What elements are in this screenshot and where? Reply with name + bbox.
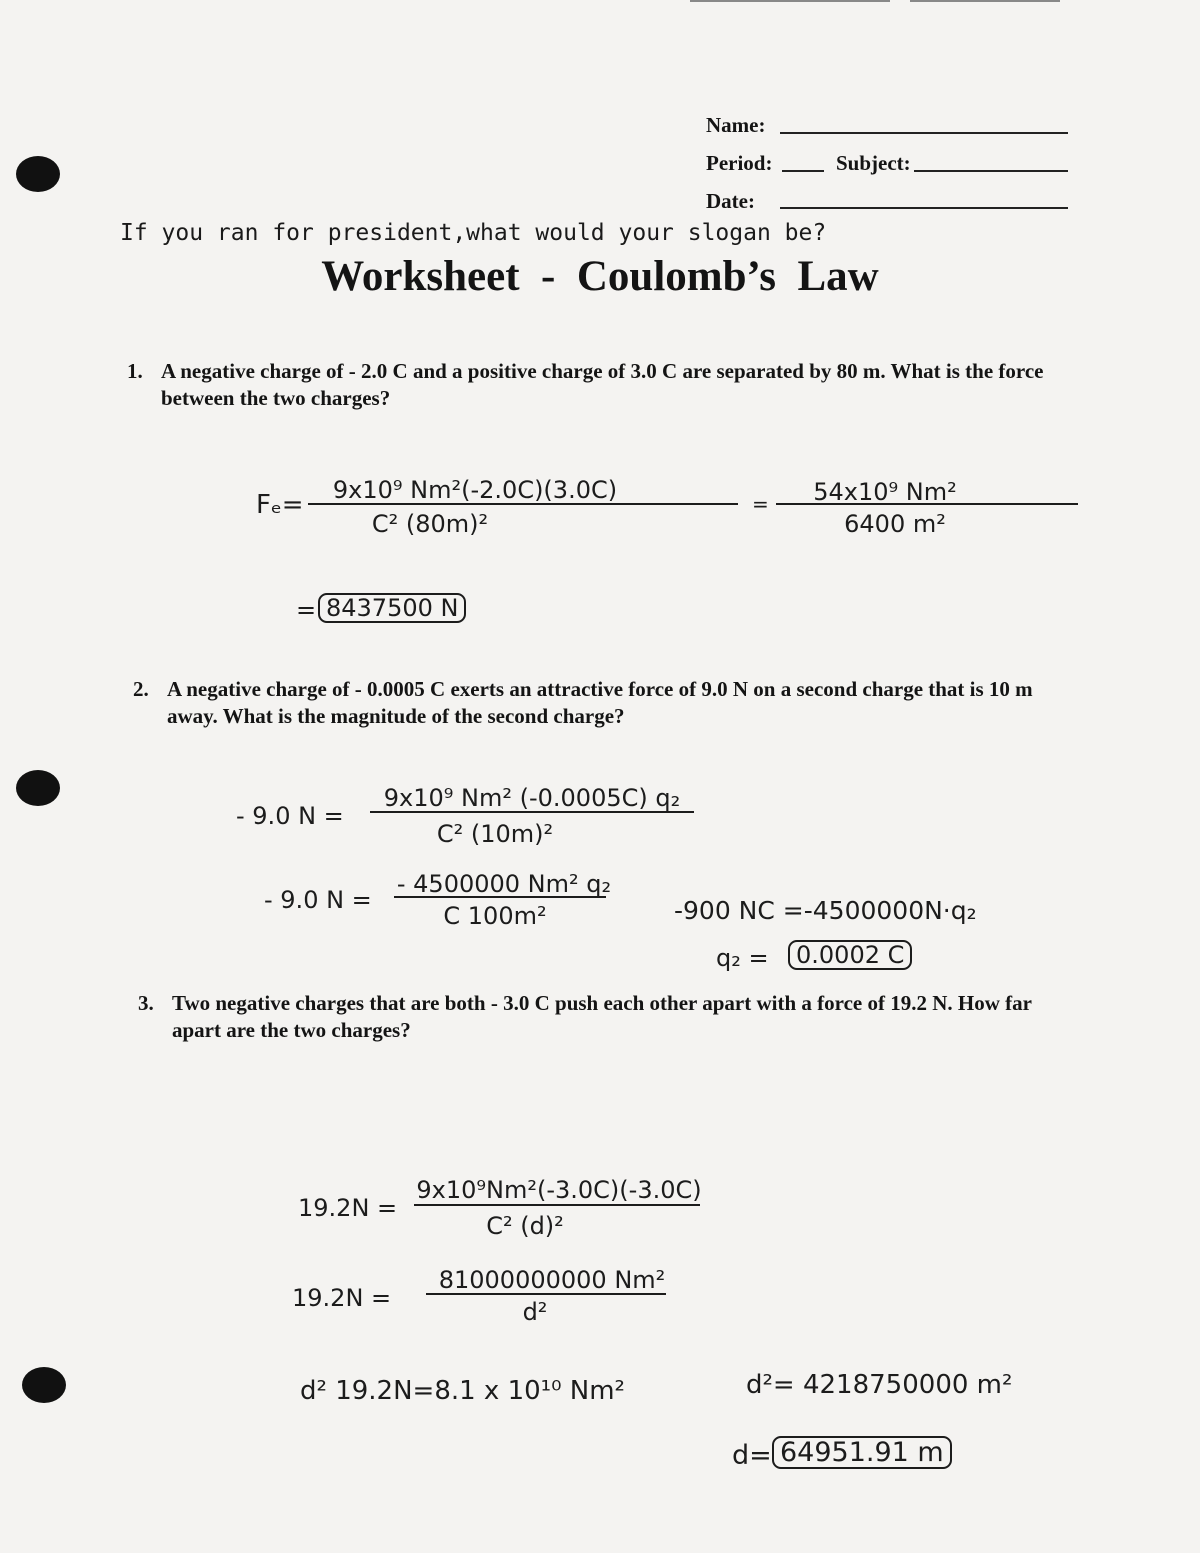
period-label: Period:: [706, 151, 773, 175]
question-text-line1: A negative charge of - 2.0 C and a positive charge of 3.0 C are separated by 80 m. What is the force: [161, 359, 1044, 383]
question-text-line2: apart are the two charges?: [172, 1018, 411, 1042]
binder-hole: [16, 156, 60, 192]
question-number: 2.: [133, 677, 149, 701]
name-label: Name:: [706, 113, 766, 137]
q1-equals: =: [752, 492, 769, 516]
question-text-line1: A negative charge of - 0.0005 C exerts an attractive force of 9.0 N on a second charge that is 10 m: [167, 677, 1033, 701]
q1-denominator: C² (80m)²: [371, 510, 489, 538]
question-2: [133, 676, 1083, 732]
worksheet-title: Worksheet - Coulomb’s Law: [321, 253, 879, 300]
question-number: 3.: [138, 991, 154, 1015]
subject-label: Subject:: [836, 151, 911, 175]
date-field[interactable]: [780, 207, 1068, 209]
q2-answer: 0.0002 C: [788, 940, 912, 970]
q3-denominator-2: d²: [522, 1298, 548, 1326]
q3-numerator: 9x10⁹Nm²(-3.0C)(-3.0C): [416, 1176, 702, 1204]
q2-denominator: C² (10m)²: [436, 820, 554, 848]
q1-numerator-2: 54x10⁹ Nm²: [813, 478, 957, 506]
question-text-line2: away. What is the magnitude of the second charge?: [167, 704, 625, 728]
period-field[interactable]: [782, 170, 824, 172]
fraction-bar: [414, 1204, 700, 1206]
fraction-bar: [776, 503, 1078, 505]
fraction-bar: [426, 1293, 666, 1295]
handwritten-slogan-prompt: If you ran for president,what would your slogan be?: [120, 220, 827, 246]
q2-answer-lhs: q₂ =: [716, 944, 769, 972]
q1-lhs: Fₑ=: [256, 490, 304, 520]
name-field[interactable]: [780, 132, 1068, 134]
question-number: 1.: [127, 359, 143, 383]
fraction-bar: [394, 896, 606, 898]
question-text-line1: Two negative charges that are both - 3.0 C push each other apart with a force of 19.2 N. How far: [172, 991, 1032, 1015]
q3-lhs: 19.2N =: [298, 1194, 398, 1222]
q3-step4: d²= 4218750000 m²: [746, 1370, 1013, 1400]
q2-numerator-2: - 4500000 Nm² q₂: [396, 870, 612, 898]
fraction-bar: [308, 503, 738, 505]
binder-hole: [22, 1367, 66, 1403]
q3-answer-lhs: d=: [732, 1440, 772, 1471]
scan-edge-line: [690, 0, 890, 2]
q1-denominator-2: 6400 m²: [844, 510, 946, 538]
q2-numerator: 9x10⁹ Nm² (-0.0005C) q₂: [383, 784, 681, 812]
q2-lhs-2: - 9.0 N =: [264, 886, 372, 914]
question-text-line2: between the two charges?: [161, 386, 391, 410]
q3-lhs-2: 19.2N =: [292, 1284, 392, 1312]
q3-answer: 64951.91 m: [772, 1436, 952, 1469]
question-3: [138, 990, 1088, 1046]
q3-denominator: C² (d)²: [486, 1212, 564, 1240]
subject-field[interactable]: [914, 170, 1068, 172]
q3-numerator-2: 81000000000 Nm²: [438, 1266, 666, 1294]
q1-answer-equals: =: [296, 596, 317, 624]
q2-step3: -900 NC =-4500000N·q₂: [674, 896, 977, 925]
q2-lhs: - 9.0 N =: [236, 802, 344, 830]
scan-edge-line: [910, 0, 1060, 2]
question-1: [127, 358, 1077, 414]
fraction-bar: [370, 811, 694, 813]
binder-hole: [16, 770, 60, 806]
q1-numerator: 9x10⁹ Nm²(-2.0C)(3.0C): [332, 476, 618, 504]
q2-denominator-2: C 100m²: [443, 902, 547, 930]
date-label: Date:: [706, 189, 755, 213]
q3-step3: d² 19.2N=8.1 x 10¹⁰ Nm²: [300, 1376, 625, 1406]
q1-answer: 8437500 N: [318, 593, 466, 623]
